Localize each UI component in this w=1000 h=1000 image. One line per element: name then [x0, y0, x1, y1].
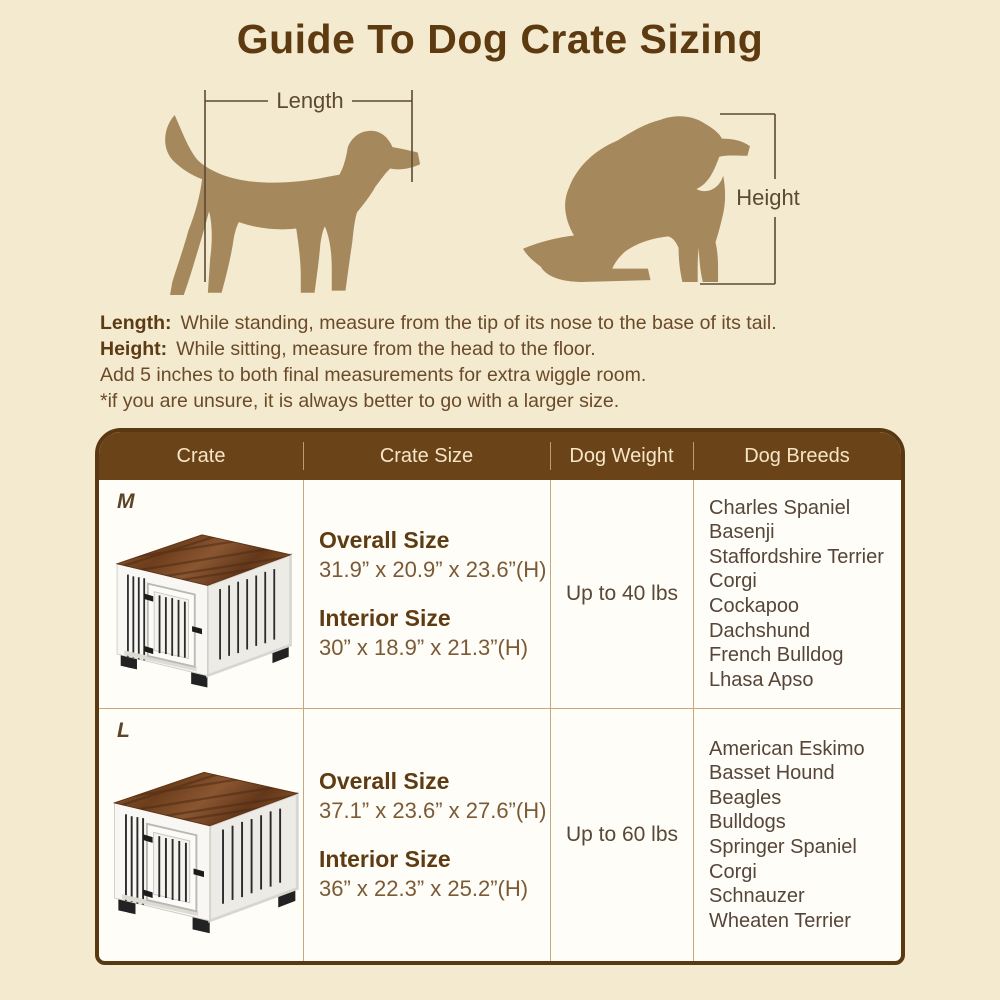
dog-weight-cell-m: Up to 40 lbs: [550, 480, 693, 708]
breed-item: Charles Spaniel: [709, 496, 851, 519]
table-header-row: [99, 432, 901, 480]
overall-size-value-l: 37.1” x 23.6” x 27.6”(H): [319, 798, 547, 823]
sitting-dog-silhouette: [523, 116, 750, 282]
breed-item: French Bulldog: [709, 644, 844, 667]
breed-item: Staffordshire Terrier: [709, 545, 884, 568]
table-row-large: [99, 708, 901, 961]
breed-item: Beagles: [709, 786, 782, 809]
note-larger-size: *if you are unsure, it is always better to go with a larger size.: [100, 390, 620, 412]
overall-size-group-m: [319, 527, 550, 583]
crate-sizing-table: [95, 428, 905, 965]
column-header-crate: Crate: [176, 444, 226, 467]
interior-size-label-l: Interior Size: [319, 846, 451, 872]
overall-size-value-m: 31.9” x 20.9” x 23.6”(H): [319, 557, 547, 582]
breed-item: Lhasa Apso: [709, 668, 814, 691]
breed-item: Bulldogs: [709, 811, 786, 834]
overall-size-label-l: Overall Size: [319, 768, 450, 794]
interior-size-group-m: [319, 605, 550, 661]
column-header-crate-size: Crate Size: [303, 432, 550, 480]
interior-size-group-l: [319, 846, 550, 902]
column-header-dog-breeds: Dog Breeds: [693, 432, 901, 480]
note-height-label: Height:: [100, 338, 168, 360]
length-label: Length: [276, 88, 344, 113]
breed-item: Dachshund: [709, 619, 811, 642]
breed-item: Corgi: [709, 570, 757, 593]
breed-item: Springer Spaniel: [709, 836, 857, 858]
standing-dog-silhouette: [165, 115, 420, 295]
breed-item: American Eskimo: [709, 737, 865, 760]
note-length-text: While standing, measure from the tip of its nose to the base of its tail.: [180, 312, 777, 334]
crate-size-cell-l: [303, 708, 550, 961]
overall-size-label-m: Overall Size: [319, 527, 450, 553]
size-code-l: L: [117, 719, 130, 742]
crate-cell-m: [99, 480, 303, 708]
interior-size-value-l: 36” x 22.3” x 25.2”(H): [319, 876, 529, 901]
note-length-label: Length:: [100, 312, 172, 334]
crate-cell-l: [99, 708, 303, 961]
breed-item: Wheaten Terrier: [709, 909, 851, 932]
height-measurement-diagram: [505, 93, 805, 298]
interior-size-label-m: Interior Size: [319, 605, 451, 631]
height-label: Height: [736, 185, 800, 210]
overall-size-group-l: [319, 768, 550, 824]
note-wiggle-room: Add 5 inches to both final measurements for extra wiggle room.: [100, 364, 647, 386]
table-row-medium: [99, 480, 901, 708]
dog-breeds-cell-m: [693, 480, 901, 708]
crate-image-m: [104, 524, 300, 692]
interior-size-value-m: 30” x 18.9” x 21.3”(H): [319, 635, 529, 660]
column-header-dog-weight: Dog Weight: [550, 432, 693, 480]
crate-size-cell-m: [303, 480, 550, 708]
length-measurement-diagram: [150, 82, 430, 312]
breed-item: Basset Hound: [709, 762, 835, 785]
dog-weight-cell-l: Up to 60 lbs: [550, 708, 693, 961]
dog-breeds-cell-l: [693, 708, 901, 961]
breed-item: Basenji: [709, 521, 775, 544]
size-code-m: M: [117, 490, 135, 513]
note-height: [100, 336, 920, 362]
breed-item: Schnauzer: [709, 885, 805, 908]
note-length: [100, 310, 920, 336]
breed-item: Cockapoo: [709, 595, 800, 617]
breed-item: Corgi: [709, 860, 757, 883]
page-title: Guide To Dog Crate Sizing: [236, 16, 764, 62]
note-height-text: While sitting, measure from the head to the floor.: [176, 338, 596, 360]
measuring-notes: [100, 310, 920, 414]
crate-image-l: [101, 761, 307, 938]
